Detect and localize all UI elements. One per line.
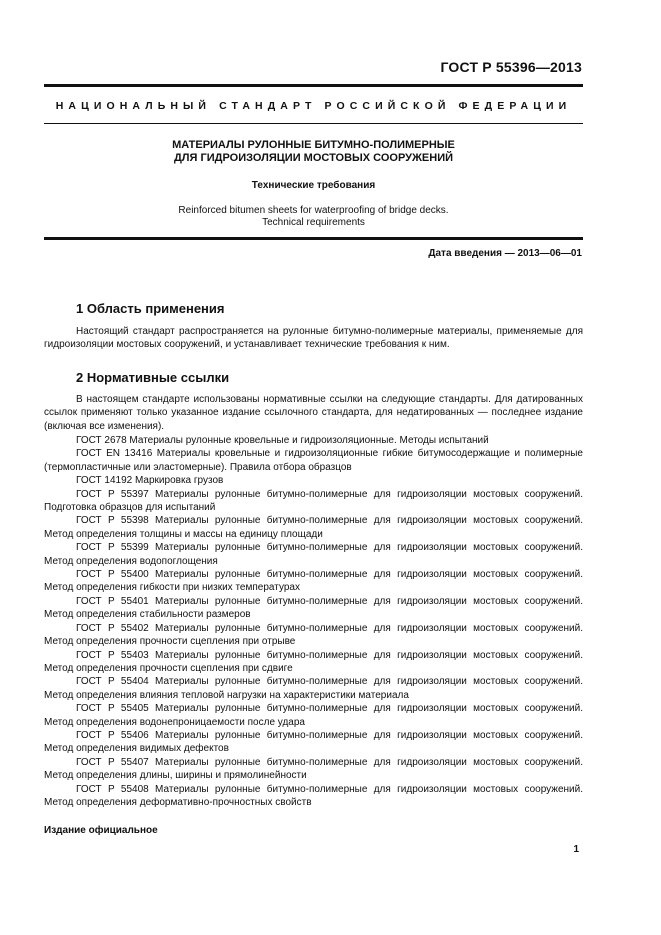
reference-item: ГОСТ Р 55397 Материалы рулонные битумно-полимерные для гидроизоляции мостовых сооружений. Подготовка образцов для испытаний xyxy=(44,488,583,514)
reference-item: ГОСТ Р 55407 Материалы рулонные битумно-полимерные для гидроизоляции мостовых сооружений. Метод определения длины, ширины и прямолинейности xyxy=(44,756,583,782)
reference-item: ГОСТ 2678 Материалы рулонные кровельные и гидроизоляционные. Методы испытаний xyxy=(76,435,489,446)
title-rule xyxy=(44,237,583,240)
reference-item: ГОСТ Р 55404 Материалы рулонные битумно-полимерные для гидроизоляции мостовых сооружений. Метод определения влияния тепловой нагрузки на характеристики материала xyxy=(44,676,583,701)
title-line-1: МАТЕРИАЛЫ РУЛОННЫЕ БИТУМНО-ПОЛИМЕРНЫЕ xyxy=(172,139,455,151)
section-1-text xyxy=(44,325,583,352)
reference-item: ГОСТ Р 55402 Материалы рулонные битумно-полимерные для гидроизоляции мостовых сооружений. Метод определения прочности сцепления при отрыве xyxy=(44,622,583,648)
gost-number: ГОСТ Р 55396—2013 xyxy=(440,59,582,75)
section-1-body: Настоящий стандарт распространяется на рулонные битумно-полимерные материалы, применяемые для гидроизоляции мостовых сооружений, и устанавливает технические требования к ним. xyxy=(44,326,583,351)
references-list xyxy=(44,434,583,809)
banner-rule xyxy=(44,123,583,124)
section-2-intro-text: В настоящем стандарте использованы нормативные ссылки на следующие стандарты. Для датированных ссылок применяют только указанное издание ссылочного стандарта, для недатированных — последнее издание (включая все изменения). xyxy=(44,394,583,432)
reference-item: ГОСТ Р 55399 Материалы рулонные битумно-полимерные для гидроизоляции мостовых сооружений. Метод определения водопоглощения xyxy=(44,542,583,567)
document-subtitle: Технические требования xyxy=(251,180,376,191)
reference-item: ГОСТ 14192 Маркировка грузов xyxy=(76,475,224,487)
reference-item: ГОСТ EN 13416 Материалы кровельные и гидроизоляционные гибкие битумосодержащие и полимерные (термопластичные или эластомерные). Правила отбора образцов xyxy=(44,448,583,473)
english-title-line-1: Reinforced bitumen sheets for waterproofing of bridge decks. xyxy=(178,205,449,216)
english-title-line-2: Technical requirements xyxy=(262,217,365,228)
reference-item: ГОСТ Р 55406 Материалы рулонные битумно-полимерные для гидроизоляции мостовых сооружений. Метод определения видимых дефектов xyxy=(44,729,583,755)
reference-item: ГОСТ Р 55408 Материалы рулонные битумно-полимерные для гидроизоляции мостовых сооружений. Метод определения деформативно-прочностных свойств xyxy=(44,783,583,808)
national-standard-banner: НАЦИОНАЛЬНЫЙ СТАНДАРТ РОССИЙСКОЙ ФЕДЕРАЦИИ xyxy=(55,100,572,112)
document-title xyxy=(44,139,583,165)
official-edition-note: Издание официальное xyxy=(44,825,158,836)
section-2-intro xyxy=(44,393,583,433)
introduction-date: Дата введения — 2013—06—01 xyxy=(428,248,582,259)
reference-item: ГОСТ Р 55400 Материалы рулонные битумно-полимерные для гидроизоляции мостовых сооружений. Метод определения гибкости при низких температурах xyxy=(44,569,583,594)
section-2-heading: 2 Нормативные ссылки xyxy=(76,370,230,385)
reference-item: ГОСТ Р 55401 Материалы рулонные битумно-полимерные для гидроизоляции мостовых сооружений. Метод определения стабильности размеров xyxy=(44,595,583,621)
title-line-2: ДЛЯ ГИДРОИЗОЛЯЦИИ МОСТОВЫХ СООРУЖЕНИЙ xyxy=(173,152,454,164)
section-1-heading: 1 Область применения xyxy=(76,301,225,316)
reference-item: ГОСТ Р 55403 Материалы рулонные битумно-полимерные для гидроизоляции мостовых сооружений. Метод определения прочности сцепления при сдвиге xyxy=(44,649,583,674)
reference-item: ГОСТ Р 55405 Материалы рулонные битумно-полимерные для гидроизоляции мостовых сооружений. Метод определения водонепроницаемости после удара xyxy=(44,703,583,728)
english-title xyxy=(44,205,583,229)
top-rule xyxy=(44,84,583,87)
page-number: 1 xyxy=(573,844,579,855)
reference-item: ГОСТ Р 55398 Материалы рулонные битумно-полимерные для гидроизоляции мостовых сооружений. Метод определения толщины и массы на единицу площади xyxy=(44,515,583,540)
